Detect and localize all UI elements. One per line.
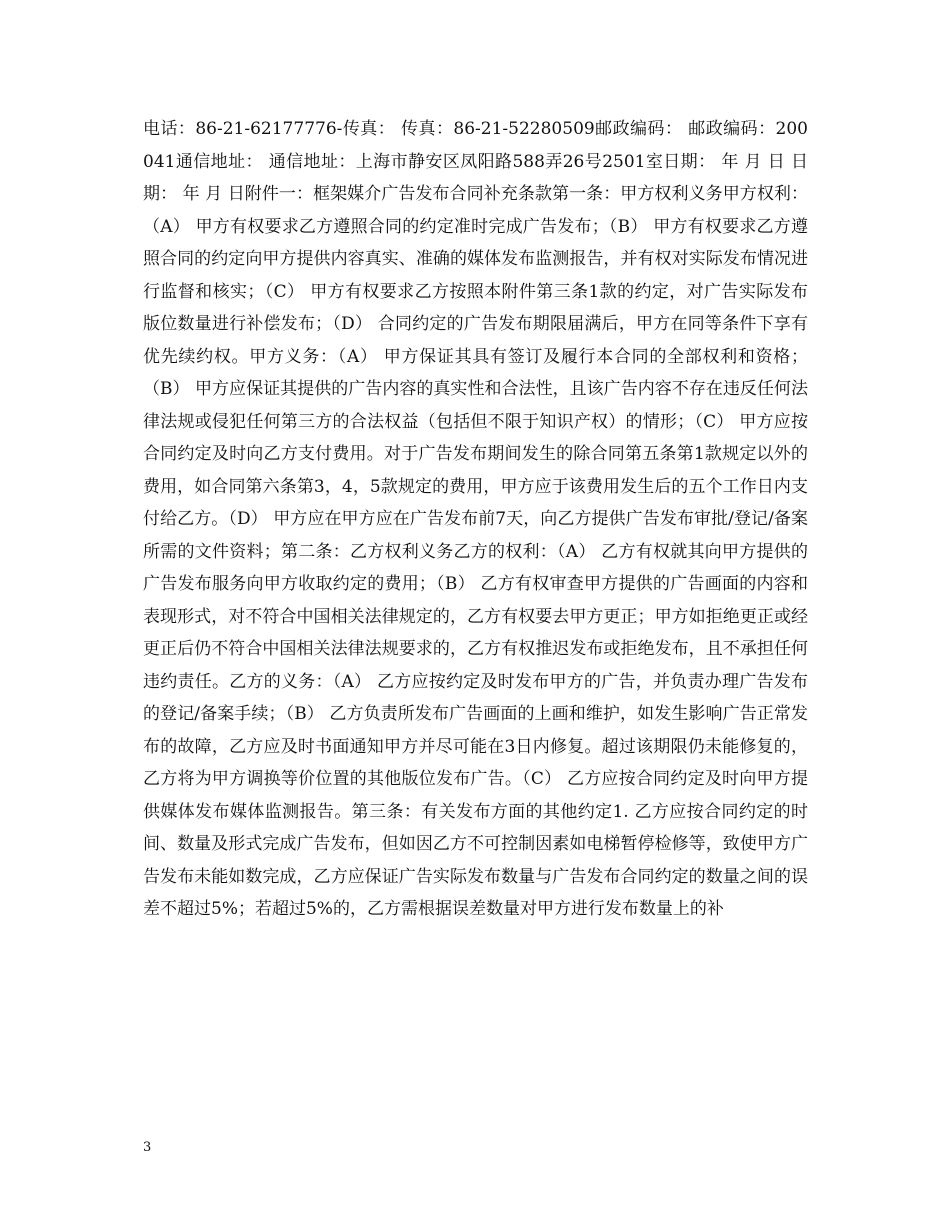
- page-number: 3: [143, 1140, 152, 1155]
- body-paragraph: 电话：86-21-62177776-传真： 传真：86-21-52280509邮政编码： 邮政编码：200041通信地址： 通信地址：上海市静安区凤阳路588弄26号2501室日期： 年 月 日 日期： 年 月 日附件一：框架媒介广告发布合同补充条款第一条：甲方权利义务甲方权利：（A） 甲方有权要求乙方遵照合同的约定准时完成广告发布；（B） 甲方有权要求乙方遵照合同的约定向甲方提供内容真实、准确的媒体发布监测报告，并有权对实际发布情况进行监督和核实；（C） 甲方有权要求乙方按照本附件第三条1款的约定，对广告实际发布版位数量进行补偿发布；（D） 合同约定的广告发布期限届满后，甲方在同等条件下享有优先续约权。甲方义务：（A） 甲方保证其具有签订及履行本合同的全部权利和资格；（B） 甲方应保证其提供的广告内容的真实性和合法性，且该广告内容不存在违反任何法律法规或侵犯任何第三方的合法权益（包括但不限于知识产权）的情形；（C） 甲方应按合同约定及时向乙方支付费用。对于广告发布期间发生的除合同第五条第1款规定以外的费用，如合同第六条第3，4，5款规定的费用，甲方应于该费用发生后的五个工作日内支付给乙方。（D） 甲方应在甲方应在广告发布前7天，向乙方提供广告发布审批/登记/备案所需的文件资料；第二条：乙方权利义务乙方的权利：（A） 乙方有权就其向甲方提供的广告发布服务向甲方收取约定的费用；（B） 乙方有权审查甲方提供的广告画面的内容和表现形式，对不符合中国相关法律规定的，乙方有权要去甲方更正；甲方如拒绝更正或经更正后仍不符合中国相关法律法规要求的，乙方有权推迟发布或拒绝发布，且不承担任何违约责任。乙方的义务：（A） 乙方应按约定及时发布甲方的广告，并负责办理广告发布的登记/备案手续；（B） 乙方负责所发布广告画面的上画和维护，如发生影响广告正常发布的故障，乙方应及时书面通知甲方并尽可能在3日内修复。超过该期限仍未能修复的，乙方将为甲方调换等价位置的其他版位发布广告。（C） 乙方应按合同约定及时向甲方提供媒体发布媒体监测报告。第三条：有关发布方面的其他约定1. 乙方应按合同约定的时间、数量及形式完成广告发布，但如因乙方不可控制因素如电梯暂停检修等，致使甲方广告发布未能如数完成，乙方应保证广告实际发布数量与广告发布合同约定的数量之间的误差不超过5%；若超过5%的，乙方需根据误差数量对甲方进行发布数量上的补: [143, 119, 808, 919]
